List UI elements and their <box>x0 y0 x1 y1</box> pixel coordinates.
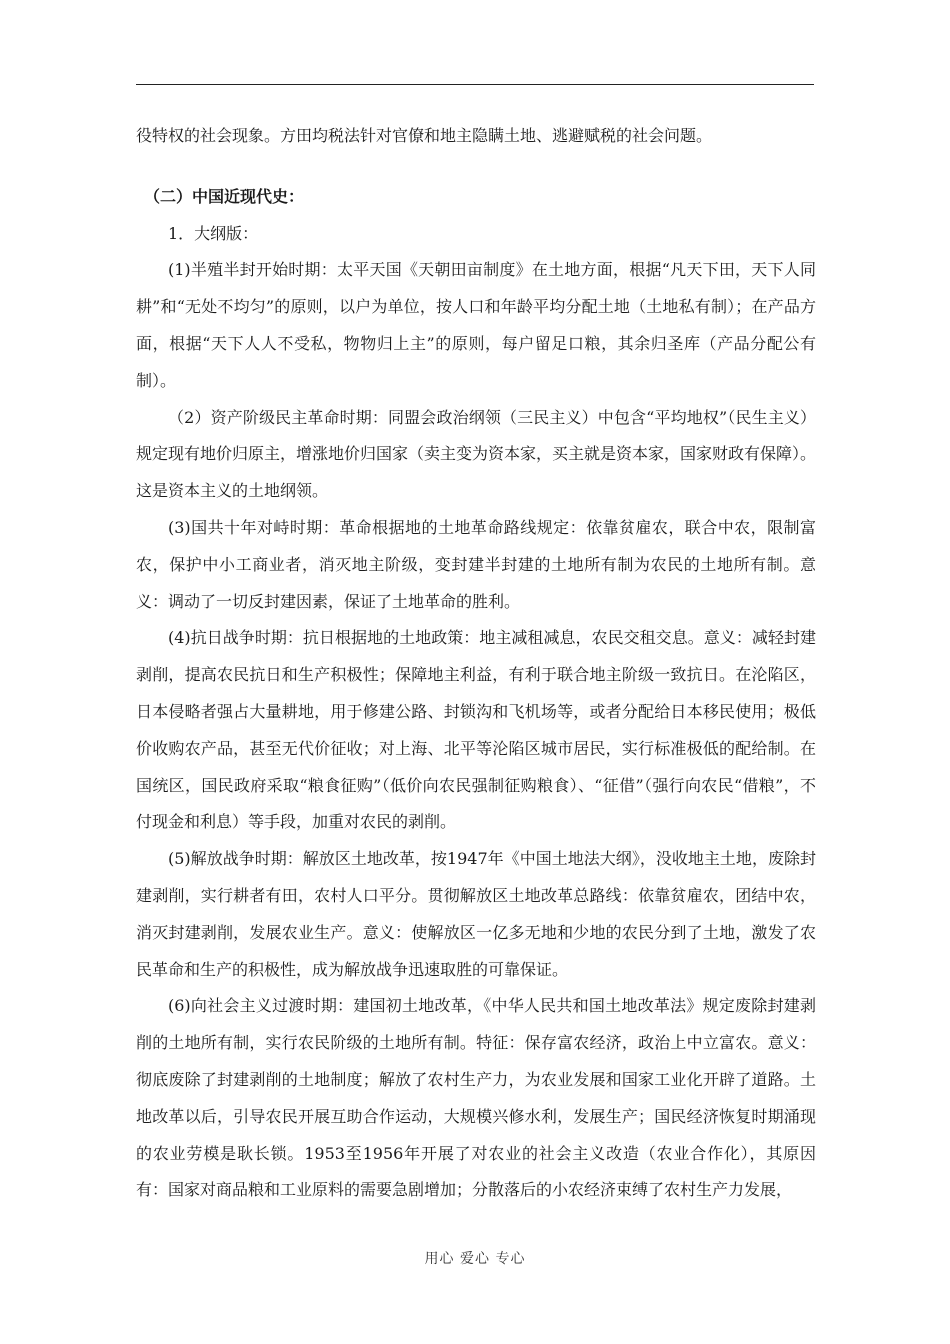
paragraph-2: （2）资产阶级民主革命时期：同盟会政治纲领（三民主义）中包含“平均地权”（民生主义）规定现有地价归原主，增涨地价归国家（卖主变为资本家，买主就是资本家，国家财政有保障）。这是资本主义的土地纲领。 <box>136 407 817 501</box>
paragraph-1: (1)半殖半封开始时期：太平天国《天朝田亩制度》在土地方面，根据“凡天下田，天下人同耕”和“无处不均匀”的原则，以户为单位，按人口和年龄平均分配土地（土地私有制）；在产品方面，根据“天下人人不受私，物物归上主”的原则，每户留足口粮，其余归圣库（产品分配公有制）。 <box>136 260 816 390</box>
body-text <box>136 118 816 1209</box>
subheading: 1．大纲版： <box>168 223 259 243</box>
paragraph-3: (3)国共十年对峙时期：革命根据地的土地革命路线规定：依靠贫雇农，联合中农，限制富农，保护中小工商业者，消灭地主阶级，变封建半封建的土地所有制为农民的土地所有制。意义：调动了一切反封建因素，保证了土地革命的胜利。 <box>136 517 816 611</box>
paragraph-5: (5)解放战争时期：解放区土地改革，按1947年《中国土地法大纲》，没收地主土地，废除封建剥削，实行耕者有田，农村人口平分。贯彻解放区土地改革总路线：依靠贫雇农，团结中农，消灭封建剥削，发展农业生产。意义：使解放区一亿多无地和少地的农民分到了土地，激发了农民革命和生产的积极性，成为解放战争迅速取胜的可靠保证。 <box>136 849 816 979</box>
header-rule <box>136 84 814 85</box>
page-footer: 用心 爱心 专心 <box>424 1251 526 1267</box>
section-heading: （二）中国近现代史： <box>144 186 305 206</box>
continuation-paragraph: 役特权的社会现象。方田均税法针对官僚和地主隐瞒土地、逃避赋税的社会问题。 <box>136 126 713 145</box>
paragraph-6: (6)向社会主义过渡时期：建国初土地改革，《中华人民共和国土地改革法》规定废除封建剥削的土地所有制，实行农民阶级的土地所有制。特征：保存富农经济，政治上中立富农。意义：彻底废除了封建剥削的土地制度；解放了农村生产力，为农业发展和国家工业化开辟了道路。土地改革以后，引导农民开展互助合作运动，大规模兴修水利，发展生产；国民经济恢复时期涌现的农业劳模是耿长锁。1953至1956年开展了对农业的社会主义改造（农业合作化），其原因有：国家对商品粮和工业原料的需要急剧增加；分散落后的小农经济束缚了农村生产力发展， <box>136 996 816 1200</box>
paragraph-4: (4)抗日战争时期：抗日根据地的土地政策：地主减租减息，农民交租交息。意义：减轻封建剥削，提高农民抗日和生产积极性；保障地主利益，有利于联合地主阶级一致抗日。在沦陷区，日本侵略者强占大量耕地，用于修建公路、封锁沟和飞机场等，或者分配给日本移民使用；极低价收购农产品，甚至无代价征收；对上海、北平等沦陷区城市居民，实行标准极低的配给制。在国统区，国民政府采取“粮食征购”（低价向农民强制征购粮食）、“征借”（强行向农民“借粮”，不付现金和利息）等手段，加重对农民的剥削。 <box>136 628 816 832</box>
